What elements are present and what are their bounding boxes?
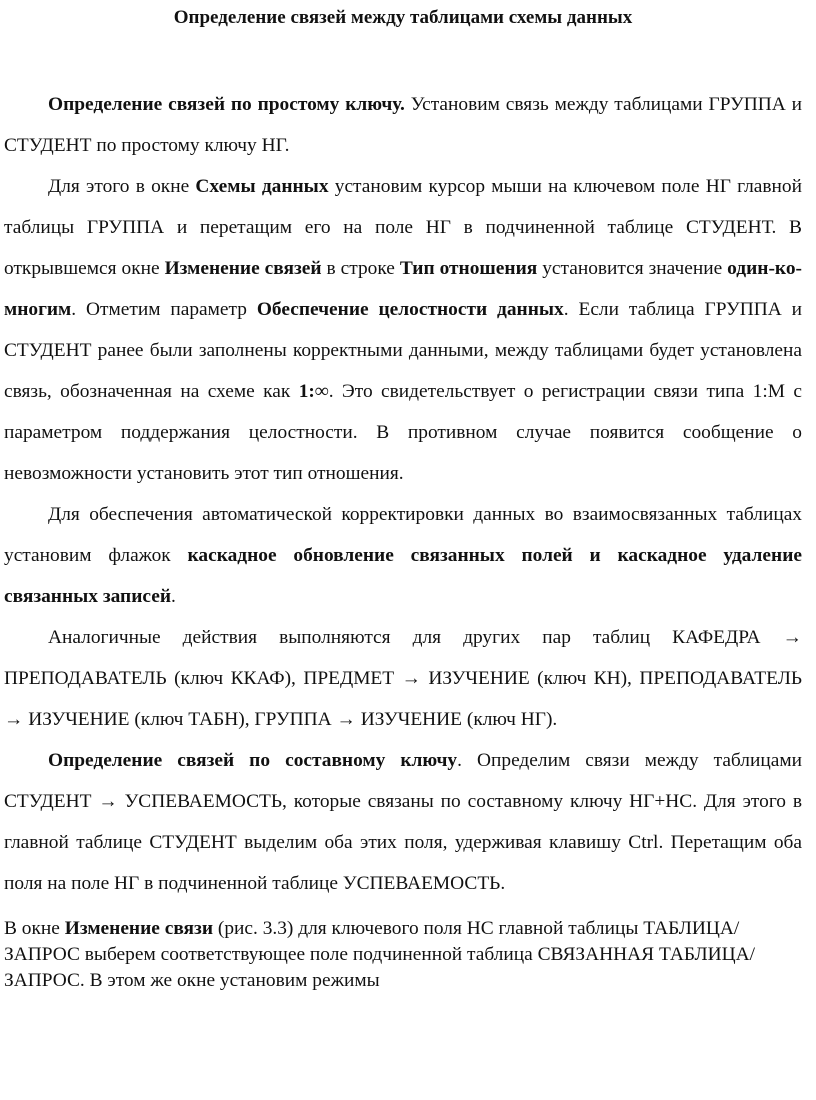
text-run: в строке [321,258,400,279]
text-run: установится значение [537,258,728,279]
heading-composite-key: Определение связей по составному ключу [48,750,458,771]
term-edit-relation: Изменение связи [64,918,214,939]
text-run: Установим связь между таблицами ГРУППА и СТУДЕНТ по простому ключу НГ. [4,94,802,156]
text-run: Аналогичные действия выполняются для других пар таблиц КАФЕДРА → ПРЕПОДАВАТЕЛЬ (ключ ККАФ), ПРЕДМЕТ → ИЗУЧЕНИЕ (ключ КН), ПРЕПОДАВАТЕЛЬ → ИЗУЧЕНИЕ (ключ ТАБН), ГРУППА → ИЗУЧЕНИЕ (ключ НГ). [4,627,802,730]
text-run: Для обеспечения автоматической корректировки данных во взаимосвязанных таблицах установим флажок [4,504,802,566]
paragraph-other-pairs [4,617,802,740]
text-run: . Отметим параметр [71,299,257,320]
text-run: установим курсор мыши на ключевом поле НГ главной таблицы ГРУППА и перетащим его на поле НГ в подчиненной таблице СТУДЕНТ. В открывшемся окне [4,176,802,279]
text-run: . [171,586,176,607]
heading-simple-key: Определение связей по простому ключу. [48,94,405,115]
page-title: Определение связей между таблицами схемы данных [173,7,633,28]
term-edit-relations: Изменение связей [164,258,322,279]
text-run: В окне [4,918,65,939]
text-run: . Если таблица ГРУППА и СТУДЕНТ ранее были заполнены корректными данными, между таблицами будет установлена связь, обозначенная на схеме как [4,299,803,402]
term-cascade-options: каскадное обновление связанных полей и каскадное удаление связанных записей [4,545,802,607]
term-schema-window: Схемы данных [195,176,329,197]
paragraph-cascade [4,494,802,617]
paragraph-schema-steps [4,166,802,494]
paragraph-simple-key [4,84,802,166]
term-referential-integrity: Обеспечение целостности данных [256,299,564,320]
term-one-to-many: один-ко-многим [4,258,802,320]
text-run: . Это свидетельствует о регистрации связи типа 1:М с параметром поддержания целостности. В противном случае появится сообщение о невозможности установить этот тип отношения. [4,381,803,484]
paragraph-edit-relation-window [4,916,802,994]
term-one-to-infinity: 1:∞ [298,381,329,402]
text-run: . Определим связи между таблицами СТУДЕНТ → УСПЕВАЕМОСТЬ, которые связаны по составному ключу НГ+НС. Для этого в главной таблице СТУДЕНТ выделим оба этих поля, удерживая клавишу Ctrl. Перетащим оба поля на поле НГ в подчиненной таблице УСПЕВАЕМОСТЬ. [4,750,802,894]
text-run: Для этого в окне [48,176,196,197]
text-run: (рис. 3.3) для ключевого поля НС главной таблицы ТАБЛИЦА/ЗАПРОС выберем соответствующее поле подчиненной таблица СВЯЗАННАЯ ТАБЛИЦА/ЗАПРОС. В этом же окне установим режимы [4,918,756,991]
term-relation-type: Тип отношения [399,258,538,279]
document-body [4,84,802,994]
paragraph-composite-key [4,740,802,904]
